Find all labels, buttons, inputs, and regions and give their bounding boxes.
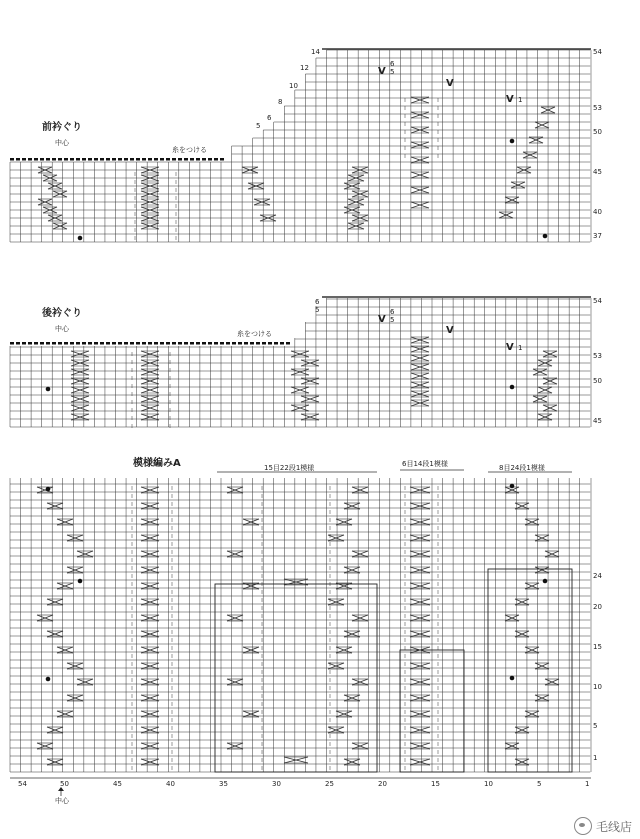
front-neckline-dash <box>208 158 212 161</box>
front-neckline-dash <box>112 158 116 161</box>
back-neckline-dash <box>76 342 80 345</box>
front-neckline-dash <box>124 158 128 161</box>
back-neckline-dash <box>256 342 260 345</box>
front-neckline-dash <box>70 158 74 161</box>
front-row-50: 50 <box>593 128 602 136</box>
back-neckline-dash <box>112 342 116 345</box>
front-step-12: 12 <box>300 64 309 72</box>
back-neckline-dash <box>124 342 128 345</box>
front-center-label: 中心 <box>55 139 69 147</box>
pattern-stitch-grid <box>10 478 591 772</box>
front-step-6: 6 <box>267 114 272 122</box>
front-stitch-symbols <box>10 49 591 240</box>
back-neckline-dash <box>184 342 188 345</box>
back-neckline-dash <box>28 342 32 345</box>
front-neckline-dash <box>184 158 188 161</box>
front-step-8: 8 <box>278 98 283 106</box>
back-neckline-dash <box>178 342 182 345</box>
back-neckline-dash <box>220 342 224 345</box>
back-neckline-dash <box>142 342 146 345</box>
front-neckline-dash <box>178 158 182 161</box>
back-neck-title: 後衿ぐり <box>42 308 82 319</box>
front-v-mark-2: V <box>446 78 454 89</box>
front-step-14: 14 <box>311 48 320 56</box>
back-neckline-dash <box>70 342 74 345</box>
front-row-54: 54 <box>593 48 602 56</box>
back-neckline-dash <box>166 342 170 345</box>
front-neckline-dash <box>166 158 170 161</box>
back-neckline-dash <box>106 342 110 345</box>
front-row-37: 37 <box>593 232 602 240</box>
back-neckline-dash <box>232 342 236 345</box>
back-center-label: 中心 <box>55 325 69 333</box>
back-neckline-dash <box>262 342 266 345</box>
back-step-5: 5 <box>315 306 320 314</box>
front-neckline-dash <box>196 158 200 161</box>
front-v-mark-1: V <box>378 66 386 77</box>
front-neckline-dash <box>94 158 98 161</box>
front-v-num-1: 1 <box>518 96 523 104</box>
front-neckline-dash <box>82 158 86 161</box>
front-neckline-dash <box>40 158 44 161</box>
front-v-mark-3: V <box>506 94 514 105</box>
back-attach-label: 糸をつける <box>237 330 272 338</box>
chart-back-neckline <box>10 297 602 428</box>
front-bobble <box>510 139 515 144</box>
front-step-5: 5 <box>256 122 261 130</box>
back-neckline-dash <box>196 342 200 345</box>
front-neckline-dash <box>22 158 26 161</box>
back-neckline-dash <box>208 342 212 345</box>
back-neckline-dash <box>58 342 62 345</box>
back-row-53: 53 <box>593 352 602 360</box>
repeat-8-label: 8目24段1模様 <box>499 464 545 472</box>
back-neckline-dash <box>268 342 272 345</box>
front-neckline-dash <box>172 158 176 161</box>
front-neckline-dash <box>190 158 194 161</box>
back-neckline-dash <box>154 342 158 345</box>
front-neckline-dash <box>160 158 164 161</box>
back-neckline-dash <box>22 342 26 345</box>
chart-pattern-a <box>10 456 602 805</box>
front-bobble <box>543 234 548 239</box>
front-neck-title: 前衿ぐり <box>42 122 82 133</box>
pattern-stitch-symbols <box>10 484 591 778</box>
front-v-num-5: 5 <box>390 68 395 76</box>
back-neckline-dash <box>10 342 14 345</box>
back-neckline-dash <box>244 342 248 345</box>
front-row-53: 53 <box>593 104 602 112</box>
back-v-mark-1: V <box>378 314 386 325</box>
back-neckline-dash <box>286 342 290 345</box>
back-row-50: 50 <box>593 377 602 385</box>
back-bobble <box>510 385 515 390</box>
repeat-6-label: 6目14段1模様 <box>402 460 448 468</box>
back-row-54: 54 <box>593 297 602 305</box>
back-neckline-dash <box>100 342 104 345</box>
front-row-45: 45 <box>593 168 602 176</box>
back-neckline-dash <box>16 342 20 345</box>
front-neckline-dash <box>148 158 152 161</box>
back-v-num-6: 6 <box>390 308 395 316</box>
back-neckline-dash <box>172 342 176 345</box>
back-neckline-dash <box>280 342 284 345</box>
back-neckline-dash <box>274 342 278 345</box>
front-v-num-6: 6 <box>390 60 395 68</box>
front-neckline-dash <box>10 158 14 161</box>
back-neckline-dash <box>130 342 134 345</box>
back-neckline-dash <box>136 342 140 345</box>
chart-front-neckline <box>10 48 602 242</box>
front-step-10: 10 <box>289 82 298 90</box>
back-v-mark-2: V <box>446 325 454 336</box>
front-bobble <box>78 236 83 241</box>
back-neckline-dash <box>160 342 164 345</box>
back-neckline-dash <box>88 342 92 345</box>
front-neckline-dash <box>76 158 80 161</box>
back-stitch-symbols <box>10 297 591 428</box>
front-neckline-dash <box>220 158 224 161</box>
front-stitch-grid <box>10 50 591 242</box>
pattern-a-title: 模様編みA <box>133 458 181 469</box>
back-neckline-dash <box>52 342 56 345</box>
front-neckline-dash <box>214 158 218 161</box>
front-neckline-dash <box>202 158 206 161</box>
front-neckline-dash <box>58 158 62 161</box>
back-row-45: 45 <box>593 417 602 425</box>
back-neckline-dash <box>46 342 50 345</box>
back-neckline-dash <box>40 342 44 345</box>
front-neckline-dash <box>34 158 38 161</box>
back-neckline-dash <box>64 342 68 345</box>
front-neckline-dash <box>88 158 92 161</box>
front-attach-label: 糸をつける <box>172 146 207 154</box>
front-neckline-dash <box>52 158 56 161</box>
back-neckline-dash <box>34 342 38 345</box>
back-neckline-dash <box>82 342 86 345</box>
back-neckline-dash <box>250 342 254 345</box>
front-neckline-dash <box>28 158 32 161</box>
front-neckline-dash <box>100 158 104 161</box>
front-neckline-dash <box>106 158 110 161</box>
back-neckline-dash <box>190 342 194 345</box>
front-neckline-dash <box>154 158 158 161</box>
front-neckline-dash <box>118 158 122 161</box>
back-neckline-dash <box>118 342 122 345</box>
back-neckline-dash <box>148 342 152 345</box>
back-neckline-dash <box>202 342 206 345</box>
back-step-6: 6 <box>315 298 320 306</box>
back-v-mark-3: V <box>506 342 514 353</box>
front-neckline-dash <box>130 158 134 161</box>
front-neckline-dash <box>64 158 68 161</box>
back-bobble <box>46 387 51 392</box>
front-neckline-dash <box>136 158 140 161</box>
back-neckline-dash <box>214 342 218 345</box>
back-v-num-5: 5 <box>390 316 395 324</box>
front-row-40: 40 <box>593 208 602 216</box>
front-neckline-dash <box>16 158 20 161</box>
repeat-15-label: 15目22段1模様 <box>264 464 315 472</box>
back-neckline-dash <box>94 342 98 345</box>
front-neckline-dash <box>142 158 146 161</box>
back-neckline-dash <box>226 342 230 345</box>
back-v-num-1: 1 <box>518 344 523 352</box>
front-neckline-dash <box>46 158 50 161</box>
back-neckline-dash <box>238 342 242 345</box>
